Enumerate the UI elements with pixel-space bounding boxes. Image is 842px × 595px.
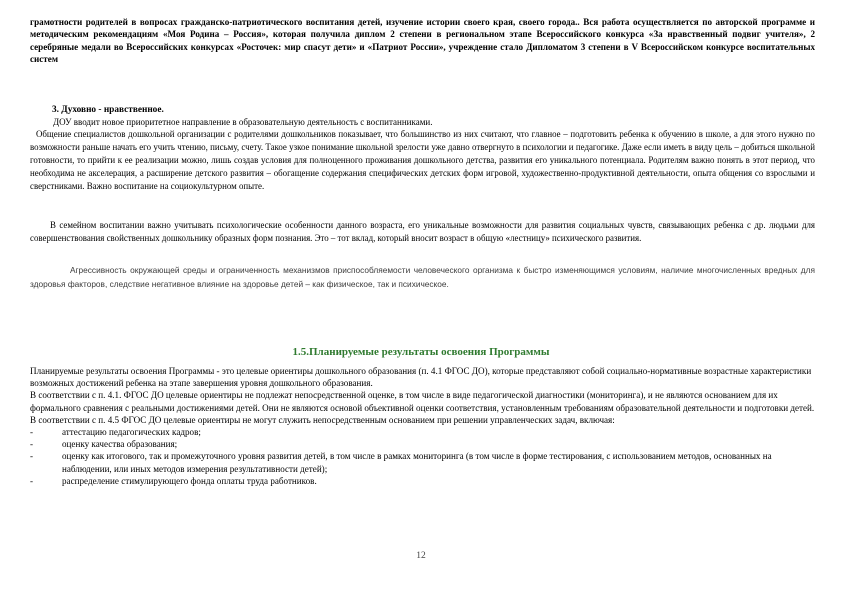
list-item <box>30 450 815 474</box>
section-line: Планируемые результаты освоения Программы - это целевые ориентиры дошкольного образования (п. 4.1 ФГОС ДО), которые представляют собой социально-нормативные возрастные характеристики возможных достижений ребенка на этапе завершения уровня дошкольного образования. <box>30 366 812 389</box>
section-body <box>30 365 815 487</box>
page-number: 12 <box>416 551 426 561</box>
paragraph-family-education <box>30 219 815 245</box>
paragraph-communication-text: Общение специалистов дошкольной организации с родителями дошкольников показывает, что большинство из них считают, что главное – подготовить ребенка к обучению в школе, а для этого нужно по возможности раньше начать его учить чтению, письму, счету. Такое узкое понимание школьной зрелости уже давно отвергнуто в психологии и педагогике. Даже если иметь в виду цель – добиться школьной готовности, то прийти к ее реализации можно, лишь создав условия для полноценного проживания дошкольного детства, развития его уникального потенциала. Родителям важно понять в этот период, что необходима не акселерация, а расширение детского развития – обогащение содержания специфических детских форм игровой, художественно-продуктивной деятельности, опыта общения со взрослыми и сверстниками. Важно воспитание на социокультурном опыте. <box>30 129 815 192</box>
list-item <box>30 475 815 487</box>
section-heading: 1.5.Планируемые результаты освоения Программы <box>292 346 550 358</box>
bullet-marker: - <box>30 475 34 486</box>
bullet-marker: - <box>30 439 34 450</box>
paragraph-environment-aggression <box>30 264 815 291</box>
list-item-text: распределение стимулирующего фонда оплаты труда работников. <box>62 475 317 486</box>
paragraph-environment-text: Агрессивность окружающей среды и ограниченность механизмов приспособляемости человеческого организма к быстро изменяющимся условиям, наличие многочисленных вредных для здоровья факторов, следствие негативное влияние на здоровье детей – как физическое, так и психическое. <box>30 265 815 289</box>
list-item-text: аттестацию педагогических кадров; <box>62 427 201 438</box>
bullet-marker: - <box>30 427 34 438</box>
bullet-marker: - <box>30 451 34 462</box>
paragraph-family-text: В семейном воспитании важно учитывать психологические особенности данного возраста, его уникальные возможности для развития социальных чувств, связывающих ребенка с др. людьми для совершенствования свойственных дошкольнику образных форм познания. Это – тот вклад, который вносит возраст в общую «лестницу» психического развития. <box>30 220 815 244</box>
paragraph-patriotic-education: грамотности родителей в вопросах гражданско-патриотического воспитания детей, изучение истории своего края, своего города.. Вся работа осуществляется по авторской программе и методическим рекомендациям «Моя Родина – Россия», которая получила диплом 2 степени в региональном этапе Всероссийского конкурса «За нравственный подвиг учителя», 2 серебряные медали во Всероссийских конкурсах «Росточек: мир спасут дети» и «Патриот России», учреждение стало Дипломатом 3 степени в V Всероссийском конкурсе воспитательных систем <box>30 17 815 64</box>
list-item <box>30 438 815 450</box>
paragraph-communication-specialists <box>30 128 815 193</box>
paragraph-new-direction: ДОУ вводит новое приоритетное направление в образовательную деятельность с воспитанниками. <box>53 117 433 127</box>
section-line: В соответствии с п. 4.5 ФГОС ДО целевые ориентиры не могут служить непосредственным основанием при решении управленческих задач, включая: <box>30 414 615 425</box>
list-item-text: оценку как итогового, так и промежуточного уровня развития детей, в том числе в рамках мониторинга (в том числе в форме тестирования, с использованием методов, основанных на наблюдении, или иных методов измерения результативности детей); <box>62 451 772 474</box>
section-line: В соответствии с п. 4.1. ФГОС ДО целевые ориентиры не подлежат непосредственной оценке, в том числе в виде педагогической диагностики (мониторинга), и не являются основанием для их формального сравнения с реальными достижениями детей. Они не являются основой объективной оценки соответствия, установленным требованиям образовательной деятельности и подготовки детей. <box>30 390 815 413</box>
heading-spiritual-moral: 3. Духовно - нравственное. <box>52 105 164 115</box>
list-item <box>30 426 815 438</box>
list-item-text: оценку качества образования; <box>62 439 178 450</box>
